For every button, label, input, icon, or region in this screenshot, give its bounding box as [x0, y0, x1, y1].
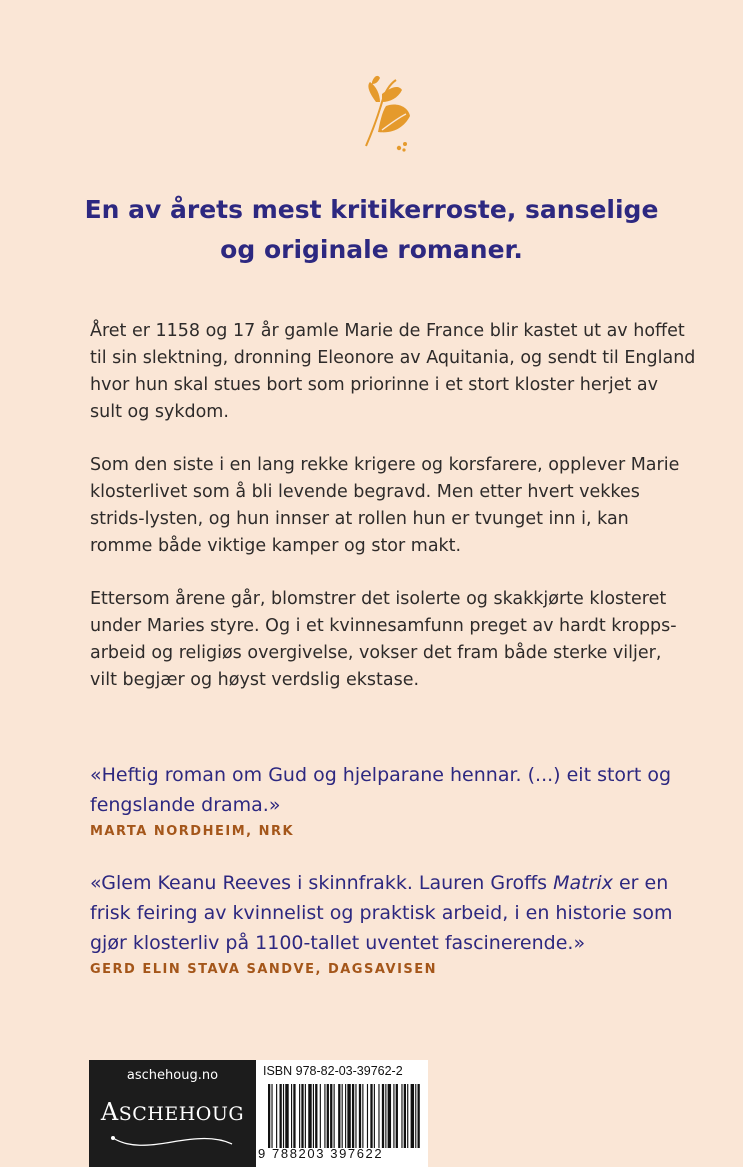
barcode-bar [382, 1084, 384, 1148]
barcode-block [256, 1060, 428, 1167]
publisher-block [89, 1060, 256, 1167]
barcode-digits: 9 788203 397622 [258, 1146, 384, 1161]
text-line: til sin slektning, dronning Eleonore av Aquitania, og sendt til England [90, 348, 696, 368]
review-quote-2 [90, 868, 690, 980]
tagline-line-1: En av årets mest kritikerroste, sanselige [84, 195, 659, 224]
barcode-bar [271, 1084, 272, 1148]
logo-flourish-icon [109, 1134, 236, 1148]
barcode-bar [367, 1084, 368, 1148]
text-line: Året er 1158 og 17 år gamle Marie de France blir kastet ut av hoffet [90, 321, 685, 341]
barcode-bar [324, 1084, 325, 1148]
barcode-bar [299, 1084, 300, 1148]
barcode-bar [338, 1084, 340, 1148]
text-line: arbeid og religiøs overgivelse, vokser det fram både sterke viljer, [90, 643, 662, 663]
barcode-bar [396, 1084, 398, 1148]
book-title: Matrix [553, 872, 613, 894]
barcode-bar [345, 1084, 346, 1148]
text-line: Ettersom årene går, blomstrer det isolerte og skakkjørte klosteret [90, 589, 667, 609]
barcode-bar [280, 1084, 282, 1148]
barcode-bar [315, 1084, 317, 1148]
barcode-bar [327, 1084, 329, 1148]
barcode-bar [378, 1084, 379, 1148]
text-line: sult og sykdom. [90, 402, 229, 422]
text-line: klosterlivet som å bli levende begravd. Men etter hvert vekkes [90, 482, 640, 502]
tagline [0, 190, 743, 270]
barcode-bar [305, 1084, 306, 1148]
barcode-bar [388, 1084, 391, 1148]
barcode-bar [293, 1084, 295, 1148]
blurb-paragraph-2 [90, 452, 690, 560]
barcode-bar [330, 1084, 332, 1148]
logo-rest: SCHEHOUG [118, 1103, 245, 1125]
barcode-bar [385, 1084, 386, 1148]
barcode-bar [313, 1084, 314, 1148]
barcode-bar [393, 1084, 394, 1148]
quote-attribution: MARTA NORDHEIM, NRK [90, 824, 295, 839]
quote-text: «Glem Keanu Reeves i skinnfrakk. Lauren Groffs [90, 872, 554, 894]
barcode-bar [415, 1084, 416, 1148]
leaf-sprig-icon [352, 72, 414, 152]
barcode-bar [355, 1084, 356, 1148]
barcode-bar [276, 1084, 277, 1148]
blurb [90, 318, 696, 720]
barcode-bar [342, 1084, 343, 1148]
barcode-bar [308, 1084, 311, 1148]
barcode-bar [374, 1084, 375, 1148]
quote-attribution: GERD ELIN STAVA SANDVE, DAGSAVISEN [90, 962, 438, 977]
barcode-bar [347, 1084, 350, 1148]
barcode-bar [411, 1084, 414, 1148]
text-line: vilt begjær og høyst verdslig ekstase. [90, 670, 420, 690]
text-line: romme både viktige kamper og stor makt. [90, 536, 462, 556]
publisher-url: aschehoug.no [126, 1068, 219, 1083]
barcode-bar [401, 1084, 402, 1148]
quote-line: gjør klosterliv på 1100-tallet uventet fascinerende.» [90, 932, 586, 954]
quote-line: frisk feiring av kvinnelist og praktisk arbeid, i en historie som [90, 902, 673, 924]
publisher-logo [89, 1098, 256, 1126]
barcode-bar [285, 1084, 288, 1148]
barcode-icon [268, 1084, 422, 1148]
barcode-bar [370, 1084, 372, 1148]
review-quote-1 [90, 760, 690, 842]
tagline-line-2: og originale romaner. [220, 235, 523, 264]
quote-line: «Heftig roman om Gud og hjelparane hennar. (...) eit stort og [90, 764, 672, 786]
text-line: under Maries styre. Og i et kvinnesamfunn preget av hardt kropps- [90, 616, 677, 636]
quote-line: fengslande drama.» [90, 794, 281, 816]
text-line: strids-lysten, og hun innser at rollen hun er tvunget inn i, kan [90, 509, 629, 529]
blurb-paragraph-3 [90, 586, 690, 694]
logo-initial: A [100, 1098, 119, 1126]
barcode-bar [404, 1084, 406, 1148]
quote-text: er en [612, 872, 669, 894]
barcode-bar [283, 1084, 284, 1148]
isbn-label: ISBN 978-82-03-39762-2 [263, 1064, 403, 1078]
quote-line [90, 868, 690, 898]
barcode-bar [362, 1084, 363, 1148]
text-line: Som den siste i en lang rekke krigere og korsfarere, opplever Marie [90, 455, 680, 475]
barcode-bar [334, 1084, 335, 1148]
barcode-bar [359, 1084, 361, 1148]
barcode-bar [301, 1084, 303, 1148]
barcode-bar [407, 1084, 408, 1148]
barcode-bar [291, 1084, 292, 1148]
barcode-bar [352, 1084, 354, 1148]
barcode-bar [418, 1084, 420, 1148]
blurb-paragraph-1 [90, 318, 696, 426]
text-line: hvor hun skal stues bort som priorinne i et stort kloster herjet av [90, 375, 658, 395]
barcode-bar [320, 1084, 321, 1148]
barcode-bar [268, 1084, 270, 1148]
